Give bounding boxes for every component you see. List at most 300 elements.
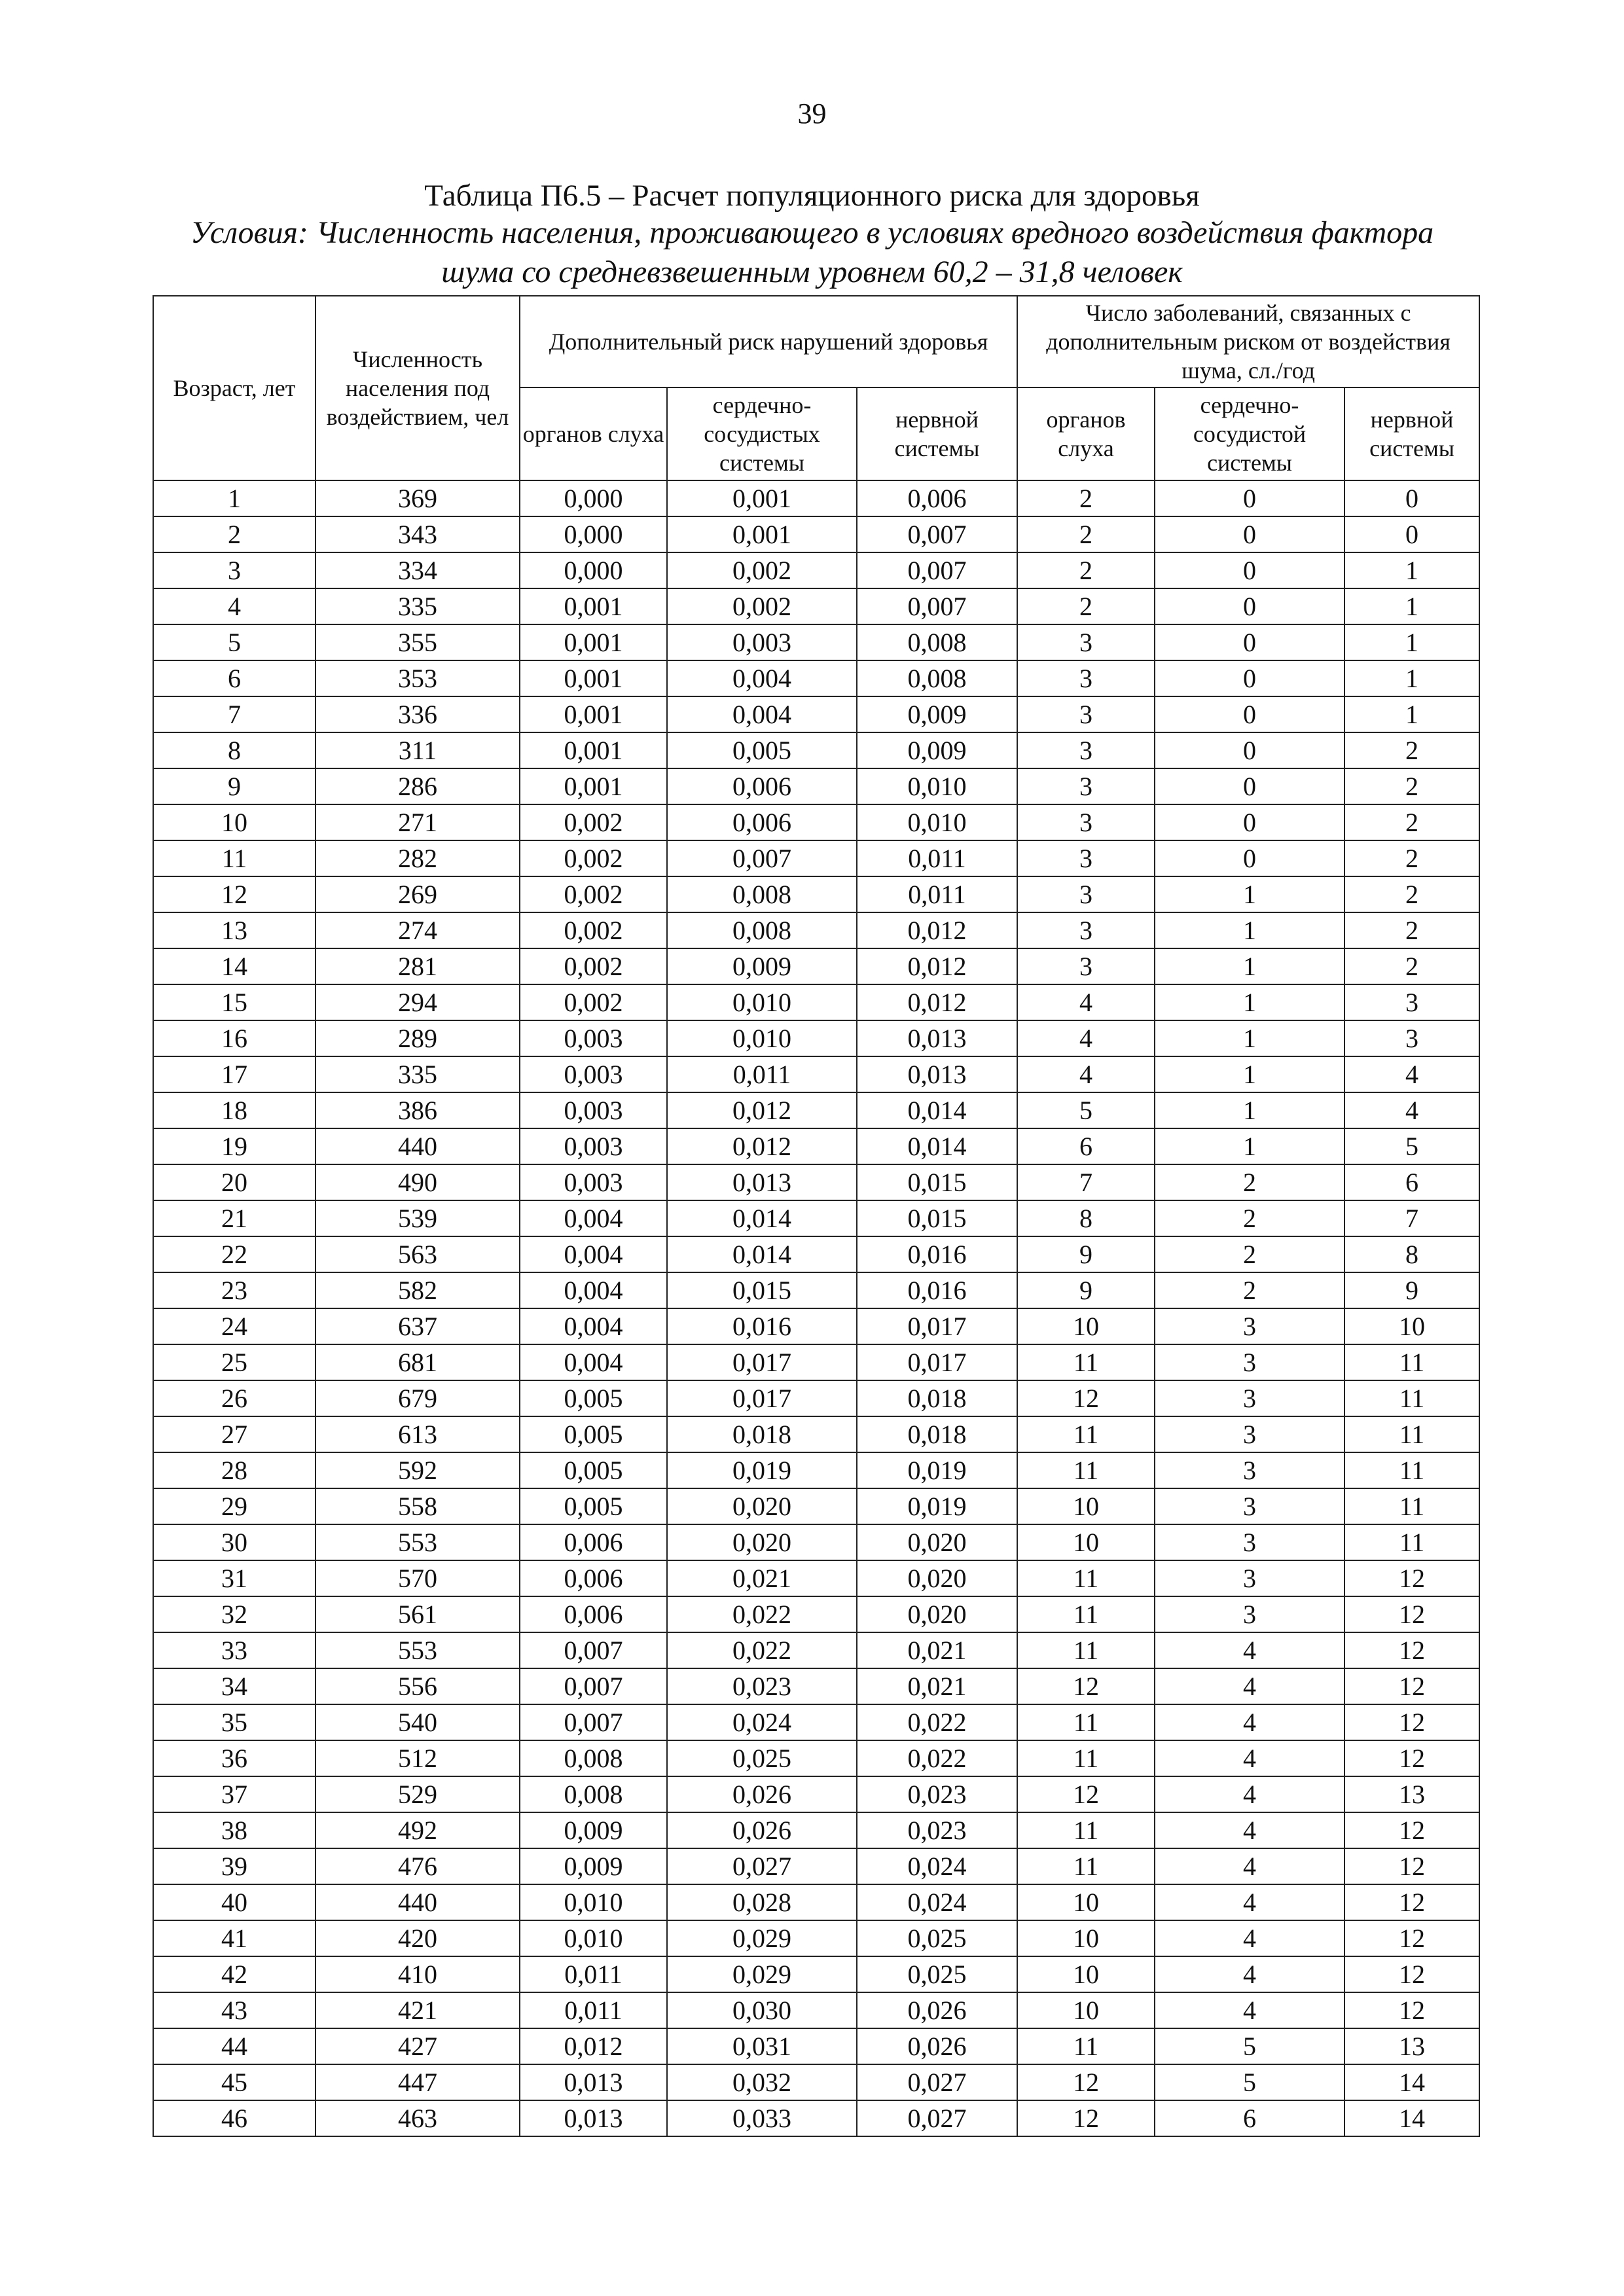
cell-population: 553 bbox=[316, 1524, 520, 1560]
cell-cases-nervous: 11 bbox=[1344, 1344, 1479, 1380]
cell-risk-cardio: 0,005 bbox=[667, 732, 857, 768]
cell-cases-nervous: 3 bbox=[1344, 1020, 1479, 1056]
cell-risk-nervous: 0,011 bbox=[857, 840, 1017, 876]
cell-cases-cardio: 0 bbox=[1155, 732, 1344, 768]
cell-risk-hearing: 0,005 bbox=[520, 1488, 667, 1524]
cell-risk-nervous: 0,012 bbox=[857, 948, 1017, 984]
cell-risk-nervous: 0,010 bbox=[857, 804, 1017, 840]
cell-age: 33 bbox=[153, 1632, 316, 1668]
cell-risk-cardio: 0,002 bbox=[667, 588, 857, 624]
cell-risk-nervous: 0,012 bbox=[857, 984, 1017, 1020]
header-cases-nervous: нервной системы bbox=[1344, 387, 1479, 480]
cell-age: 12 bbox=[153, 876, 316, 912]
table-row bbox=[153, 480, 1479, 516]
cell-risk-nervous: 0,015 bbox=[857, 1164, 1017, 1200]
cell-cases-nervous: 13 bbox=[1344, 1776, 1479, 1812]
cell-population: 463 bbox=[316, 2100, 520, 2136]
cell-cases-cardio: 4 bbox=[1155, 1920, 1344, 1956]
cell-risk-nervous: 0,017 bbox=[857, 1344, 1017, 1380]
cell-risk-nervous: 0,013 bbox=[857, 1056, 1017, 1092]
cell-age: 32 bbox=[153, 1596, 316, 1632]
cell-risk-hearing: 0,003 bbox=[520, 1020, 667, 1056]
table-row bbox=[153, 660, 1479, 696]
cell-cases-hearing: 11 bbox=[1017, 1344, 1155, 1380]
table-row bbox=[153, 624, 1479, 660]
cell-age: 28 bbox=[153, 1452, 316, 1488]
cell-population: 289 bbox=[316, 1020, 520, 1056]
cell-cases-cardio: 4 bbox=[1155, 1740, 1344, 1776]
cell-cases-cardio: 0 bbox=[1155, 516, 1344, 552]
cell-cases-hearing: 3 bbox=[1017, 912, 1155, 948]
cell-cases-nervous: 1 bbox=[1344, 696, 1479, 732]
cell-cases-hearing: 11 bbox=[1017, 1740, 1155, 1776]
table-row bbox=[153, 1344, 1479, 1380]
cell-risk-hearing: 0,006 bbox=[520, 1596, 667, 1632]
cell-age: 19 bbox=[153, 1128, 316, 1164]
cell-cases-hearing: 12 bbox=[1017, 1776, 1155, 1812]
cell-cases-cardio: 0 bbox=[1155, 624, 1344, 660]
cell-risk-cardio: 0,002 bbox=[667, 552, 857, 588]
cell-cases-cardio: 6 bbox=[1155, 2100, 1344, 2136]
cell-cases-cardio: 1 bbox=[1155, 1128, 1344, 1164]
cell-cases-nervous: 11 bbox=[1344, 1488, 1479, 1524]
cell-age: 27 bbox=[153, 1416, 316, 1452]
cell-cases-hearing: 3 bbox=[1017, 732, 1155, 768]
cell-risk-nervous: 0,014 bbox=[857, 1128, 1017, 1164]
cell-risk-cardio: 0,019 bbox=[667, 1452, 857, 1488]
cell-risk-nervous: 0,022 bbox=[857, 1704, 1017, 1740]
cell-cases-nervous: 12 bbox=[1344, 1560, 1479, 1596]
cell-age: 14 bbox=[153, 948, 316, 984]
cell-risk-hearing: 0,011 bbox=[520, 1992, 667, 2028]
table-row bbox=[153, 1128, 1479, 1164]
cell-risk-cardio: 0,007 bbox=[667, 840, 857, 876]
cell-population: 334 bbox=[316, 552, 520, 588]
cell-cases-nervous: 11 bbox=[1344, 1380, 1479, 1416]
cell-risk-hearing: 0,005 bbox=[520, 1452, 667, 1488]
cell-age: 29 bbox=[153, 1488, 316, 1524]
table-row bbox=[153, 516, 1479, 552]
cell-cases-cardio: 3 bbox=[1155, 1488, 1344, 1524]
cell-risk-nervous: 0,021 bbox=[857, 1668, 1017, 1704]
cell-risk-cardio: 0,017 bbox=[667, 1380, 857, 1416]
table-row bbox=[153, 984, 1479, 1020]
cell-age: 13 bbox=[153, 912, 316, 948]
cell-cases-hearing: 10 bbox=[1017, 1956, 1155, 1992]
cell-population: 369 bbox=[316, 480, 520, 516]
cell-risk-hearing: 0,007 bbox=[520, 1668, 667, 1704]
cell-population: 353 bbox=[316, 660, 520, 696]
cell-cases-cardio: 2 bbox=[1155, 1272, 1344, 1308]
cell-cases-nervous: 2 bbox=[1344, 912, 1479, 948]
table-row bbox=[153, 948, 1479, 984]
cell-cases-nervous: 7 bbox=[1344, 1200, 1479, 1236]
cell-population: 592 bbox=[316, 1452, 520, 1488]
cell-risk-nervous: 0,026 bbox=[857, 1992, 1017, 2028]
cell-cases-cardio: 3 bbox=[1155, 1416, 1344, 1452]
cell-age: 37 bbox=[153, 1776, 316, 1812]
cell-cases-nervous: 4 bbox=[1344, 1092, 1479, 1128]
cell-risk-cardio: 0,031 bbox=[667, 2028, 857, 2064]
cell-risk-hearing: 0,000 bbox=[520, 552, 667, 588]
cell-cases-cardio: 4 bbox=[1155, 1884, 1344, 1920]
cell-risk-hearing: 0,006 bbox=[520, 1560, 667, 1596]
cell-risk-nervous: 0,009 bbox=[857, 696, 1017, 732]
cell-cases-cardio: 4 bbox=[1155, 1848, 1344, 1884]
cell-age: 25 bbox=[153, 1344, 316, 1380]
cell-cases-hearing: 3 bbox=[1017, 660, 1155, 696]
cell-risk-cardio: 0,014 bbox=[667, 1236, 857, 1272]
cell-cases-cardio: 0 bbox=[1155, 660, 1344, 696]
header-cases-group: Число заболеваний, связанных с дополнительным риском от воздействия шума, сл./год bbox=[1017, 296, 1479, 387]
cell-risk-cardio: 0,010 bbox=[667, 1020, 857, 1056]
cell-cases-hearing: 11 bbox=[1017, 1812, 1155, 1848]
table-row bbox=[153, 876, 1479, 912]
table-row bbox=[153, 1596, 1479, 1632]
cell-risk-hearing: 0,002 bbox=[520, 804, 667, 840]
cell-cases-nervous: 1 bbox=[1344, 660, 1479, 696]
cell-cases-nervous: 10 bbox=[1344, 1308, 1479, 1344]
cell-risk-cardio: 0,033 bbox=[667, 2100, 857, 2136]
table-body bbox=[153, 480, 1479, 2136]
cell-cases-hearing: 12 bbox=[1017, 2064, 1155, 2100]
cell-cases-cardio: 2 bbox=[1155, 1164, 1344, 1200]
cell-age: 15 bbox=[153, 984, 316, 1020]
cell-cases-cardio: 1 bbox=[1155, 984, 1344, 1020]
cell-cases-nervous: 1 bbox=[1344, 552, 1479, 588]
cell-cases-hearing: 2 bbox=[1017, 588, 1155, 624]
cell-cases-cardio: 1 bbox=[1155, 1092, 1344, 1128]
table-row bbox=[153, 840, 1479, 876]
cell-risk-hearing: 0,012 bbox=[520, 2028, 667, 2064]
cell-cases-cardio: 5 bbox=[1155, 2064, 1344, 2100]
cell-risk-nervous: 0,007 bbox=[857, 588, 1017, 624]
cell-population: 335 bbox=[316, 1056, 520, 1092]
cell-age: 41 bbox=[153, 1920, 316, 1956]
cell-risk-nervous: 0,025 bbox=[857, 1920, 1017, 1956]
cell-cases-cardio: 3 bbox=[1155, 1344, 1344, 1380]
table-row bbox=[153, 696, 1479, 732]
cell-risk-hearing: 0,010 bbox=[520, 1920, 667, 1956]
header-age: Возраст, лет bbox=[153, 296, 316, 480]
cell-age: 43 bbox=[153, 1992, 316, 2028]
cell-cases-nervous: 14 bbox=[1344, 2064, 1479, 2100]
cell-cases-hearing: 3 bbox=[1017, 696, 1155, 732]
cell-risk-hearing: 0,001 bbox=[520, 768, 667, 804]
cell-cases-cardio: 3 bbox=[1155, 1308, 1344, 1344]
cell-risk-nervous: 0,020 bbox=[857, 1560, 1017, 1596]
cell-cases-cardio: 0 bbox=[1155, 804, 1344, 840]
table-row bbox=[153, 804, 1479, 840]
cell-cases-hearing: 3 bbox=[1017, 804, 1155, 840]
cell-cases-nervous: 12 bbox=[1344, 1956, 1479, 1992]
cell-risk-hearing: 0,009 bbox=[520, 1812, 667, 1848]
cell-age: 39 bbox=[153, 1848, 316, 1884]
cell-risk-cardio: 0,016 bbox=[667, 1308, 857, 1344]
cell-risk-hearing: 0,005 bbox=[520, 1380, 667, 1416]
cell-cases-cardio: 1 bbox=[1155, 1056, 1344, 1092]
cell-population: 539 bbox=[316, 1200, 520, 1236]
table-row bbox=[153, 1452, 1479, 1488]
cell-risk-cardio: 0,001 bbox=[667, 480, 857, 516]
cell-risk-cardio: 0,024 bbox=[667, 1704, 857, 1740]
cell-population: 440 bbox=[316, 1884, 520, 1920]
cell-risk-cardio: 0,027 bbox=[667, 1848, 857, 1884]
cell-age: 26 bbox=[153, 1380, 316, 1416]
cell-risk-cardio: 0,026 bbox=[667, 1812, 857, 1848]
cell-risk-cardio: 0,008 bbox=[667, 876, 857, 912]
cell-age: 6 bbox=[153, 660, 316, 696]
cell-risk-cardio: 0,029 bbox=[667, 1956, 857, 1992]
cell-population: 421 bbox=[316, 1992, 520, 2028]
table-row bbox=[153, 1308, 1479, 1344]
cell-cases-nervous: 4 bbox=[1344, 1056, 1479, 1092]
header-cases-cardio: сердечно-сосудистой системы bbox=[1155, 387, 1344, 480]
table-row bbox=[153, 1884, 1479, 1920]
cell-age: 35 bbox=[153, 1704, 316, 1740]
cell-cases-cardio: 0 bbox=[1155, 768, 1344, 804]
cell-cases-nervous: 12 bbox=[1344, 1920, 1479, 1956]
table-row bbox=[153, 2064, 1479, 2100]
cell-cases-cardio: 1 bbox=[1155, 948, 1344, 984]
cell-risk-nervous: 0,025 bbox=[857, 1956, 1017, 1992]
cell-cases-hearing: 11 bbox=[1017, 1596, 1155, 1632]
cell-population: 679 bbox=[316, 1380, 520, 1416]
cell-risk-hearing: 0,000 bbox=[520, 516, 667, 552]
cell-risk-cardio: 0,003 bbox=[667, 624, 857, 660]
cell-risk-nervous: 0,023 bbox=[857, 1812, 1017, 1848]
cell-risk-nervous: 0,027 bbox=[857, 2064, 1017, 2100]
cell-cases-hearing: 10 bbox=[1017, 1992, 1155, 2028]
cell-age: 22 bbox=[153, 1236, 316, 1272]
cell-risk-nervous: 0,019 bbox=[857, 1452, 1017, 1488]
table-row bbox=[153, 912, 1479, 948]
cell-risk-cardio: 0,030 bbox=[667, 1992, 857, 2028]
cell-population: 269 bbox=[316, 876, 520, 912]
cell-risk-hearing: 0,010 bbox=[520, 1884, 667, 1920]
cell-cases-hearing: 11 bbox=[1017, 1848, 1155, 1884]
table-row bbox=[153, 1272, 1479, 1308]
table-row bbox=[153, 1776, 1479, 1812]
cell-risk-hearing: 0,001 bbox=[520, 660, 667, 696]
cell-risk-nervous: 0,024 bbox=[857, 1848, 1017, 1884]
cell-risk-hearing: 0,002 bbox=[520, 876, 667, 912]
cell-cases-nervous: 11 bbox=[1344, 1452, 1479, 1488]
cell-population: 311 bbox=[316, 732, 520, 768]
cell-cases-cardio: 4 bbox=[1155, 1956, 1344, 1992]
cell-cases-hearing: 11 bbox=[1017, 1452, 1155, 1488]
cell-risk-cardio: 0,014 bbox=[667, 1200, 857, 1236]
cell-risk-cardio: 0,029 bbox=[667, 1920, 857, 1956]
cell-risk-hearing: 0,001 bbox=[520, 732, 667, 768]
cell-risk-hearing: 0,004 bbox=[520, 1272, 667, 1308]
cell-population: 274 bbox=[316, 912, 520, 948]
cell-risk-cardio: 0,021 bbox=[667, 1560, 857, 1596]
table-row bbox=[153, 1956, 1479, 1992]
cell-risk-hearing: 0,003 bbox=[520, 1092, 667, 1128]
cell-cases-nervous: 12 bbox=[1344, 1632, 1479, 1668]
cell-cases-cardio: 0 bbox=[1155, 480, 1344, 516]
header-risk-cardio: сердечно-сосудистых системы bbox=[667, 387, 857, 480]
cell-population: 282 bbox=[316, 840, 520, 876]
cell-cases-cardio: 0 bbox=[1155, 552, 1344, 588]
cell-risk-nervous: 0,027 bbox=[857, 2100, 1017, 2136]
cell-age: 30 bbox=[153, 1524, 316, 1560]
cell-cases-nervous: 12 bbox=[1344, 1992, 1479, 2028]
cell-cases-nervous: 0 bbox=[1344, 516, 1479, 552]
table-row bbox=[153, 1236, 1479, 1272]
cell-age: 18 bbox=[153, 1092, 316, 1128]
cell-cases-hearing: 10 bbox=[1017, 1308, 1155, 1344]
cell-cases-hearing: 5 bbox=[1017, 1092, 1155, 1128]
cell-risk-cardio: 0,004 bbox=[667, 696, 857, 732]
cell-cases-nervous: 2 bbox=[1344, 948, 1479, 984]
cell-cases-nervous: 11 bbox=[1344, 1524, 1479, 1560]
cell-population: 553 bbox=[316, 1632, 520, 1668]
cell-risk-nervous: 0,017 bbox=[857, 1308, 1017, 1344]
cell-risk-nervous: 0,022 bbox=[857, 1740, 1017, 1776]
table-title: Таблица П6.5 – Расчет популяционного риска для здоровья bbox=[424, 179, 1200, 213]
cell-cases-cardio: 3 bbox=[1155, 1380, 1344, 1416]
cell-population: 420 bbox=[316, 1920, 520, 1956]
cell-cases-cardio: 1 bbox=[1155, 1020, 1344, 1056]
cell-cases-hearing: 4 bbox=[1017, 984, 1155, 1020]
cell-cases-nervous: 11 bbox=[1344, 1416, 1479, 1452]
cell-population: 410 bbox=[316, 1956, 520, 1992]
header-risk-hearing: органов слуха bbox=[520, 387, 667, 480]
cell-cases-hearing: 11 bbox=[1017, 1416, 1155, 1452]
cell-age: 36 bbox=[153, 1740, 316, 1776]
cell-risk-nervous: 0,008 bbox=[857, 624, 1017, 660]
cell-age: 42 bbox=[153, 1956, 316, 1992]
cell-risk-hearing: 0,001 bbox=[520, 588, 667, 624]
cell-cases-nervous: 12 bbox=[1344, 1596, 1479, 1632]
cell-age: 44 bbox=[153, 2028, 316, 2064]
cell-risk-hearing: 0,003 bbox=[520, 1056, 667, 1092]
cell-risk-hearing: 0,001 bbox=[520, 624, 667, 660]
cell-cases-hearing: 4 bbox=[1017, 1056, 1155, 1092]
cell-risk-cardio: 0,020 bbox=[667, 1488, 857, 1524]
table-row bbox=[153, 1200, 1479, 1236]
table-row bbox=[153, 588, 1479, 624]
cell-cases-hearing: 7 bbox=[1017, 1164, 1155, 1200]
cell-cases-hearing: 3 bbox=[1017, 948, 1155, 984]
cell-population: 490 bbox=[316, 1164, 520, 1200]
cell-cases-hearing: 10 bbox=[1017, 1488, 1155, 1524]
cell-risk-nervous: 0,016 bbox=[857, 1272, 1017, 1308]
cell-risk-nervous: 0,008 bbox=[857, 660, 1017, 696]
cell-cases-hearing: 12 bbox=[1017, 2100, 1155, 2136]
cell-risk-cardio: 0,001 bbox=[667, 516, 857, 552]
cell-cases-hearing: 3 bbox=[1017, 624, 1155, 660]
cell-risk-cardio: 0,032 bbox=[667, 2064, 857, 2100]
cell-risk-nervous: 0,012 bbox=[857, 912, 1017, 948]
cell-cases-cardio: 3 bbox=[1155, 1560, 1344, 1596]
cell-risk-hearing: 0,006 bbox=[520, 1524, 667, 1560]
cell-cases-hearing: 3 bbox=[1017, 840, 1155, 876]
cell-cases-hearing: 10 bbox=[1017, 1884, 1155, 1920]
cell-cases-hearing: 4 bbox=[1017, 1020, 1155, 1056]
cell-age: 46 bbox=[153, 2100, 316, 2136]
cell-risk-hearing: 0,002 bbox=[520, 948, 667, 984]
cell-cases-nervous: 9 bbox=[1344, 1272, 1479, 1308]
table-row bbox=[153, 1560, 1479, 1596]
cell-cases-hearing: 11 bbox=[1017, 2028, 1155, 2064]
cell-risk-nervous: 0,006 bbox=[857, 480, 1017, 516]
cell-risk-hearing: 0,007 bbox=[520, 1704, 667, 1740]
cell-age: 3 bbox=[153, 552, 316, 588]
cell-cases-cardio: 0 bbox=[1155, 696, 1344, 732]
cell-cases-cardio: 4 bbox=[1155, 1776, 1344, 1812]
cell-age: 8 bbox=[153, 732, 316, 768]
table-row bbox=[153, 1632, 1479, 1668]
cell-population: 286 bbox=[316, 768, 520, 804]
cell-cases-cardio: 4 bbox=[1155, 1992, 1344, 2028]
table-row bbox=[153, 1704, 1479, 1740]
cell-age: 5 bbox=[153, 624, 316, 660]
cell-risk-nervous: 0,011 bbox=[857, 876, 1017, 912]
cell-population: 681 bbox=[316, 1344, 520, 1380]
cell-population: 563 bbox=[316, 1236, 520, 1272]
cell-cases-hearing: 10 bbox=[1017, 1524, 1155, 1560]
cell-cases-hearing: 2 bbox=[1017, 516, 1155, 552]
table-row bbox=[153, 1056, 1479, 1092]
cell-risk-nervous: 0,014 bbox=[857, 1092, 1017, 1128]
cell-risk-nervous: 0,026 bbox=[857, 2028, 1017, 2064]
table-row bbox=[153, 1848, 1479, 1884]
cell-population: 512 bbox=[316, 1740, 520, 1776]
table-row bbox=[153, 2028, 1479, 2064]
cell-cases-nervous: 2 bbox=[1344, 768, 1479, 804]
cell-cases-nervous: 1 bbox=[1344, 588, 1479, 624]
cell-cases-nervous: 14 bbox=[1344, 2100, 1479, 2136]
page-number: 39 bbox=[797, 98, 827, 130]
cell-cases-hearing: 11 bbox=[1017, 1632, 1155, 1668]
cell-cases-cardio: 3 bbox=[1155, 1452, 1344, 1488]
cell-age: 7 bbox=[153, 696, 316, 732]
cell-cases-hearing: 3 bbox=[1017, 876, 1155, 912]
cell-risk-hearing: 0,004 bbox=[520, 1236, 667, 1272]
cell-cases-cardio: 0 bbox=[1155, 840, 1344, 876]
cell-risk-cardio: 0,017 bbox=[667, 1344, 857, 1380]
cell-risk-cardio: 0,013 bbox=[667, 1164, 857, 1200]
table-row bbox=[153, 1524, 1479, 1560]
cell-risk-cardio: 0,012 bbox=[667, 1128, 857, 1164]
cell-risk-cardio: 0,010 bbox=[667, 984, 857, 1020]
table-conditions: Условия: Численность населения, проживающего в условиях вредного воздействия фактора шума со средневзвешенным уровнем 60,2 – 31,8 человек bbox=[190, 215, 1434, 289]
cell-risk-nervous: 0,020 bbox=[857, 1596, 1017, 1632]
cell-population: 335 bbox=[316, 588, 520, 624]
cell-cases-cardio: 4 bbox=[1155, 1704, 1344, 1740]
cell-risk-hearing: 0,001 bbox=[520, 696, 667, 732]
cell-cases-hearing: 11 bbox=[1017, 1704, 1155, 1740]
cell-cases-nervous: 12 bbox=[1344, 1884, 1479, 1920]
cell-risk-cardio: 0,006 bbox=[667, 804, 857, 840]
cell-risk-hearing: 0,003 bbox=[520, 1164, 667, 1200]
cell-cases-hearing: 12 bbox=[1017, 1380, 1155, 1416]
header-risk-group: Дополнительный риск нарушений здоровья bbox=[520, 296, 1017, 387]
cell-cases-nervous: 2 bbox=[1344, 732, 1479, 768]
cell-risk-hearing: 0,013 bbox=[520, 2100, 667, 2136]
cell-cases-nervous: 12 bbox=[1344, 1740, 1479, 1776]
cell-risk-hearing: 0,009 bbox=[520, 1848, 667, 1884]
header-risk-nervous: нервной системы bbox=[857, 387, 1017, 480]
cell-cases-cardio: 3 bbox=[1155, 1524, 1344, 1560]
table-row bbox=[153, 1164, 1479, 1200]
cell-risk-hearing: 0,004 bbox=[520, 1200, 667, 1236]
cell-population: 582 bbox=[316, 1272, 520, 1308]
cell-age: 24 bbox=[153, 1308, 316, 1344]
